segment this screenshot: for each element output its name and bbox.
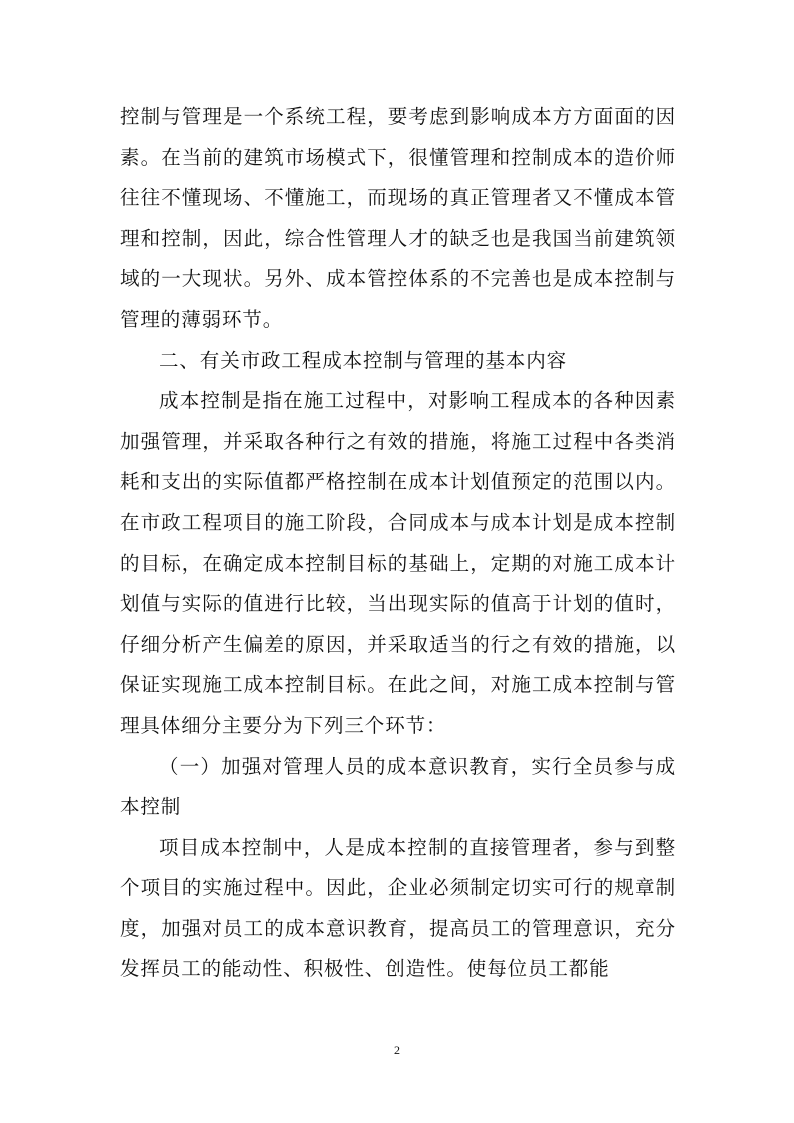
- paragraph-continued: 控制与管理是一个系统工程，要考虑到影响成本方方面面的因素。在当前的建筑市场模式下，很懂管理和控制成本的造价师往往不懂现场、不懂施工，而现场的真正管理者又不懂成本管理和控制，因此，综合性管理人才的缺乏也是我国当前建筑领域的一大现状。另外、成本管控体系的不完善也是成本控制与管理的薄弱环节。: [120, 105, 676, 331]
- section-heading: 二、有关市政工程成本控制与管理的基本内容: [159, 348, 568, 372]
- page-number: 2: [394, 1043, 400, 1057]
- body-text: [120, 97, 676, 990]
- paragraph: 成本控制是指在施工过程中，对影响工程成本的各种因素加强管理，并采取各种行之有效的措施，将施工过程中各类消耗和支出的实际值都严格控制在成本计划值预定的范围以内。在市政工程项目的施工阶段，合同成本与成本计划是成本控制的目标，在确定成本控制目标的基础上，定期的对施工成本计划值与实际的值进行比较，当出现实际的值高于计划的值时，仔细分析产生偏差的原因，并采取适当的行之有效的措施，以保证实现施工成本控制目标。在此之间，对施工成本控制与管理具体细分主要分为下列三个环节：: [120, 389, 676, 737]
- paragraph: 项目成本控制中，人是成本控制的直接管理者，参与到整个项目的实施过程中。因此，企业必须制定切实可行的规章制度，加强对员工的成本意识教育，提高员工的管理意识，充分发挥员工的能动性、积极性、创造性。使每位员工都能: [120, 835, 676, 981]
- subsection-heading: （一）加强对管理人员的成本意识教育，实行全员参与成本控制: [120, 754, 676, 819]
